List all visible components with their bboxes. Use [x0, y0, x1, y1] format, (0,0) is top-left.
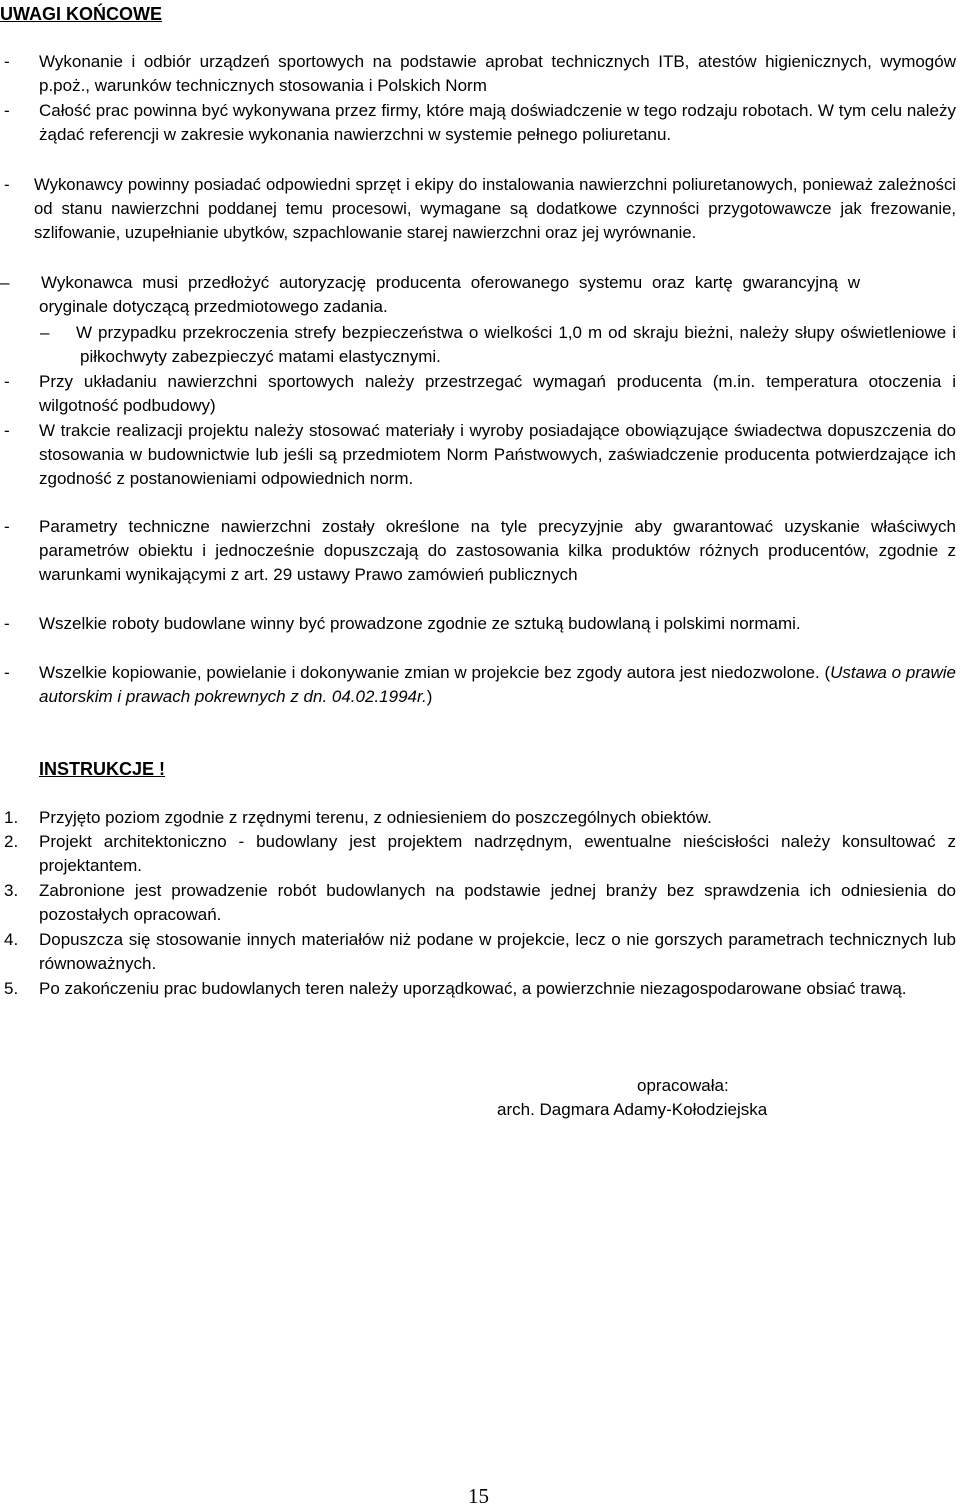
remark-text: Wykonawca musi przedłożyć autoryzację producenta oferowanego systemu oraz kartę gwarancyjną w oryginale dotyczącą przedmiotowego zadania.: [39, 273, 860, 317]
instruction-text: Zabronione jest prowadzenie robót budowlanych na podstawie jednej branży bez sprawdzenia ich odniesienia do pozostałych opracowań.: [39, 881, 956, 925]
remark-marker: -: [4, 372, 10, 391]
remark-marker: -: [4, 421, 10, 440]
instructions-title: INSTRUKCJE !: [39, 759, 166, 779]
instruction-item: [0, 806, 956, 830]
remark-marker: –: [40, 323, 50, 342]
instruction-item: [0, 977, 956, 1001]
remark-item: [0, 271, 860, 319]
remark-text-main: Wszelkie kopiowanie, powielanie i dokonywanie zmian w projekcie bez zgody autora jest niedozwolone. (: [39, 663, 831, 682]
instruction-number: 5.: [4, 979, 19, 998]
remark-marker: -: [4, 175, 10, 194]
instruction-text: Dopuszcza się stosowanie innych materiałów niż podane w projekcie, lecz o nie gorszych parametrach technicznych lub równoważnych.: [39, 930, 956, 974]
remark-text: Wykonawcy powinny posiadać odpowiedni sprzęt i ekipy do instalowania nawierzchni poliuretanowych, ponieważ zależności od stanu nawierzchni poddanej temu procesowi, wymagane są dodatkowe czynności przygotowawcze jak frezowanie, szlifowanie, uzupełnianie ubytków, szpachlowanie starej nawierzchni oraz jej wyrównanie.: [34, 175, 956, 243]
remark-marker: -: [4, 614, 10, 633]
remark-marker: -: [4, 663, 10, 682]
remark-text: Całość prac powinna być wykonywana przez firmy, które mają doświadczenie w tego rodzaju robotach. W tym celu należy żądać referencji w zakresie wykonania nawierzchni w systemie pełnego poliuretanu.: [39, 101, 956, 145]
instruction-text: Po zakończeniu prac budowlanych teren należy uporządkować, a powierzchnie niezagospodarowane obsiać trawą.: [39, 979, 907, 998]
remark-text: Wykonanie i odbiór urządzeń sportowych na podstawie aprobat technicznych ITB, atestów higienicznych, wymogów p.poż., warunków technicznych stosowania i Polskich Norm: [39, 52, 956, 96]
remark-text: [39, 661, 956, 709]
remark-item: [0, 612, 956, 636]
remark-text: Parametry techniczne nawierzchni zostały określone na tyle precyzyjnie aby gwarantować uzyskanie właściwych parametrów obiektu i jednocześnie dopuszczają do zastosowania kilka produktów różnych producentów, zgodnie z warunkami wynikającymi z art. 29 ustawy Prawo zamówień publicznych: [39, 517, 956, 585]
remark-text: W trakcie realizacji projektu należy stosować materiały i wyroby posiadające obowiązujące świadectwa dopuszczenia do stosowania w budownictwie lub jeśli są przedmiotem Norm Państwowych, zaświadczenie producenta potwierdzające ich zgodność z postanowieniami odpowiednich norm.: [39, 421, 956, 489]
remark-item: [0, 50, 956, 98]
instruction-number: 3.: [4, 881, 19, 900]
remark-text: W przypadku przekroczenia strefy bezpieczeństwa o wielkości 1,0 m od skraju bieżni, należy słupy oświetleniowe i piłkochwyty zabezpieczyć matami elastycznymi.: [76, 323, 956, 367]
page-number: 15: [468, 1484, 489, 1508]
remark-item: [0, 515, 956, 588]
remark-item: [0, 99, 956, 147]
instruction-text: Przyjęto poziom zgodnie z rzędnymi terenu, z odniesieniem do poszczególnych obiektów.: [39, 808, 712, 827]
remark-text: Wszelkie roboty budowlane winny być prowadzone zgodnie ze sztuką budowlaną i polskimi normami.: [39, 614, 801, 633]
remark-marker: -: [4, 517, 10, 536]
instruction-number: 2.: [4, 832, 19, 851]
remark-item: [0, 173, 956, 246]
remark-item: [0, 370, 956, 418]
instruction-text: Projekt architektoniczno - budowlany jest projektem nadrzędnym, ewentualne nieścisłości należy konsultować z projektantem.: [39, 832, 956, 876]
remark-item: [0, 419, 956, 492]
instruction-number: 1.: [4, 808, 19, 827]
remark-marker: –: [0, 273, 10, 292]
instruction-item: [0, 928, 956, 977]
copyright-act-reference: Ustawa o prawie autorskim i prawach pokrewnych z dn. 04.02.1994r.: [39, 663, 957, 707]
section-title: UWAGI KOŃCOWE: [0, 4, 162, 24]
remark-text: Przy układaniu nawierzchni sportowych należy przestrzegać wymagań producenta (m.in. temperatura otoczenia i wilgotność podbudowy): [39, 372, 956, 416]
instruction-number: 4.: [4, 930, 19, 949]
remark-text-tail: ): [426, 687, 433, 707]
instruction-item: [0, 879, 956, 928]
remark-marker: -: [4, 52, 10, 71]
instruction-item: [0, 830, 956, 879]
remark-marker: -: [4, 101, 10, 120]
signature-name: arch. Dagmara Adamy-Kołodziejska: [497, 1100, 768, 1119]
signature-label: opracowała:: [637, 1076, 729, 1095]
remark-item: [0, 321, 956, 369]
remark-item: [0, 661, 956, 709]
